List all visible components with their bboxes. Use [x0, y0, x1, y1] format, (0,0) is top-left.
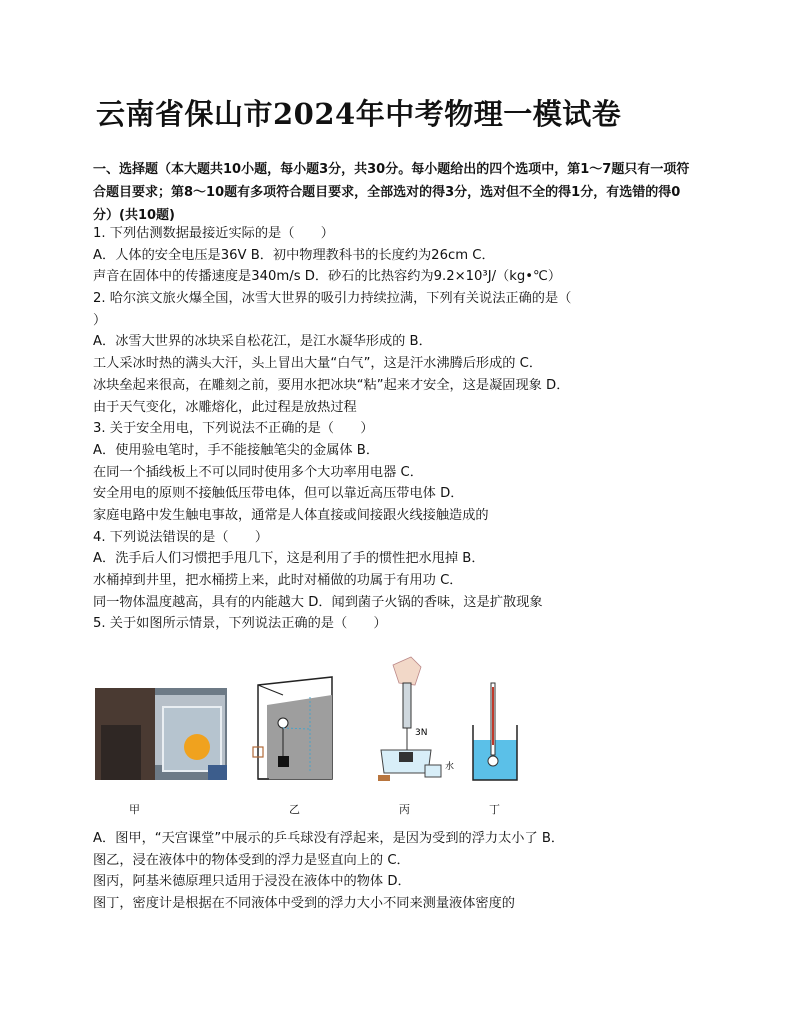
question-1-options: A．人体的安全电压是36V B．初中物理教科书的长度约为26cm C．: [93, 247, 495, 263]
question-5-option-a: A．图甲，“天宫课堂”中展示的乒乓球没有浮起来，是因为受到的浮力太小了 B．: [93, 831, 565, 846]
question-5-option-d: 图丁，密度计是根据在不同液体中受到的浮力大小不同来测量液体密度的: [93, 896, 515, 912]
caption-ding: 丁: [489, 803, 500, 816]
figure-yi-diagram: [253, 677, 332, 779]
question-1-stem: 1. 下列估测数据最接近实际的是（ ）: [93, 226, 334, 241]
figure-bing-diagram: [378, 657, 454, 781]
figure-jia-photo: [95, 688, 227, 780]
question-3-option-c: 安全用电的原则不接触低压带电体，但可以靠近高压带电体 D．: [93, 486, 464, 502]
water-label: 水: [445, 762, 455, 772]
question-2-stem: 2. 哈尔滨文旅火爆全国，冰雪大世界的吸引力持续拉满，下列有关说法正确的是（: [93, 291, 572, 307]
figure-illustrations: [93, 655, 523, 825]
question-text-block: [93, 223, 703, 635]
section-heading: 一、选择题（本大题共10小题，每小题3分，共30分。每小题给出的四个选项中，第1～7题只有一项符合题目要求；第8～10题有多项符合题目要求，全部选对的得3分，选对但不全的得1分，有选错的得0分）(共10题): [93, 162, 690, 223]
page-title: 云南省保山市2024年中考物理一模试卷: [96, 97, 622, 131]
question-4-option-b: 水桶掉到井里，把水桶捞上来，此时对桶做的功属于有用功 C．: [93, 573, 463, 588]
caption-yi: 乙: [289, 803, 300, 816]
question-5-options: [93, 828, 703, 915]
question-4-stem: 4. 下列说法错误的是（ ）: [93, 529, 269, 545]
question-5-option-c: 图丙，阿基米德原理只适用于浸没在液体中的物体 D．: [93, 874, 411, 890]
question-2-option-d: 由于天气变化，冰雕熔化，此过程是放热过程: [93, 399, 357, 415]
question-5-stem: 5. 关于如图所示情景，下列说法正确的是（ ）: [93, 616, 387, 632]
question-3-option-b: 在同一个插线板上不可以同时使用多个大功率用电器 C．: [93, 464, 423, 480]
question-2-option-b: 工人采冰时热的满头大汗，头上冒出大量“白气”，这是汗水沸腾后形成的 C．: [93, 356, 543, 372]
question-3-option-d: 家庭电路中发生触电事故，通常是人体直接或间接跟火线接触造成的: [93, 507, 489, 523]
question-4-option-a: A．洗手后人们习惯把手甩几下，这是利用了手的惯性把水甩掉 B．: [93, 551, 485, 567]
question-3-option-a: A．使用验电笔时，手不能接触笔尖的金属体 B．: [93, 442, 380, 458]
question-4-option-cd: 同一物体温度越高，具有的内能越大 D．闻到菌子火锅的香味，这是扩散现象: [93, 594, 543, 610]
question-1-options-cont: 声音在固体中的传播速度是340m/s D．砂石的比热容约为9.2×10³J/（kg•℃）: [93, 269, 562, 285]
question-5-option-b: 图乙，浸在液体中的物体受到的浮力是竖直向上的 C．: [93, 852, 410, 868]
question-2-option-a: A．冰雪大世界的冰块采自松花江，是江水凝华形成的 B．: [93, 334, 432, 350]
question-2-stem-cont: ）: [93, 312, 107, 328]
question-3-stem: 3. 关于安全用电，下列说法不正确的是（ ）: [93, 421, 374, 437]
question-5-figures: [93, 655, 523, 825]
caption-jia: 甲: [129, 803, 140, 816]
force-reading-label: 3N: [415, 728, 428, 738]
figure-ding-diagram: [473, 683, 517, 780]
question-2-option-c: 冰块垒起来很高，在雕刻之前，要用水把冰块“粘”起来才安全，这是凝固现象 D．: [93, 377, 570, 393]
caption-bing: 丙: [399, 803, 410, 816]
